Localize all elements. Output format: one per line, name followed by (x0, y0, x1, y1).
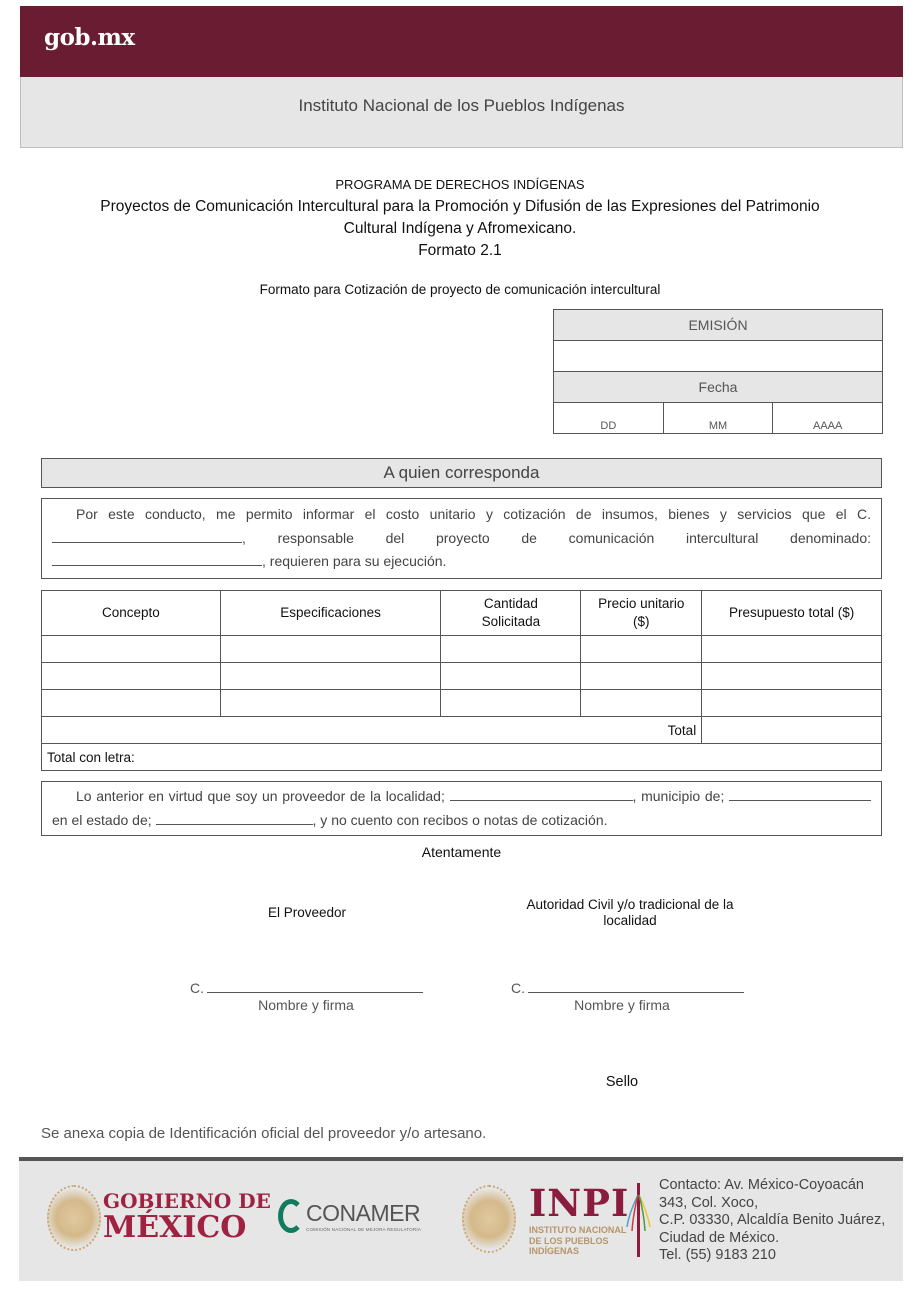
date-fields (554, 403, 882, 433)
total-label: Total (42, 717, 702, 744)
table-row (42, 663, 882, 690)
unit-price-cell[interactable] (581, 663, 702, 690)
total-text-row (42, 744, 882, 771)
provider-statement (41, 781, 882, 836)
provider-signature-blank[interactable] (207, 991, 423, 993)
footer (19, 1157, 903, 1281)
statement-text-3: en el estado de; (52, 811, 152, 828)
total-budget-cell[interactable] (702, 663, 882, 690)
column-header-concept: Concepto (42, 591, 221, 636)
column-header-unit-price: Precio unitario ($) (581, 591, 702, 636)
contact-phone: Tel. (55) 9183 210 (659, 1247, 776, 1263)
project-title-line-1: Proyectos de Comunicación Intercultural para la Promoción y Difusión de las Expresiones del Patrimonio (100, 198, 820, 215)
date-header: Fecha (554, 372, 882, 403)
authority-prefix: C. (511, 980, 525, 996)
concept-cell[interactable] (42, 690, 221, 717)
conamer-logo (278, 1199, 421, 1233)
intro-text-3: , requieren para su ejecución. (262, 553, 447, 569)
salutation-banner: A quien corresponda (41, 458, 882, 488)
table-row (42, 690, 882, 717)
responsible-name-blank[interactable] (52, 528, 242, 543)
authority-signature-title: Autoridad Civil y/o tradicional de la localidad (526, 897, 734, 928)
closing-text: Atentamente (421, 844, 502, 860)
project-title-line-2: Cultural Indígena y Afromexicano. (343, 220, 577, 237)
seal-label: Sello (605, 1074, 639, 1090)
inpi-sub-line-2: DE LOS PUEBLOS (529, 1235, 609, 1246)
specs-cell[interactable] (220, 690, 441, 717)
table-row (42, 636, 882, 663)
locality-blank[interactable] (450, 786, 633, 801)
intro-text-1: Por este conducto, me permito informar el costo unitario y cotización de insumos, bienes y servicios que el C. (76, 506, 871, 522)
authority-signature-blank[interactable] (528, 991, 744, 993)
gob-mx-logo[interactable]: gob.mx (44, 24, 135, 51)
quantity-cell[interactable] (441, 663, 581, 690)
statement-text-4: , y no cuento con recibos o notas de cotización. (312, 811, 608, 828)
concept-cell[interactable] (42, 636, 221, 663)
intro-text-2: , responsable del proyecto de comunicación intercultural denominado: (242, 529, 871, 546)
quantity-cell[interactable] (441, 690, 581, 717)
annex-note: Se anexa copia de Identificación oficial del proveedor y/o artesano. (41, 1125, 487, 1142)
intro-paragraph (41, 498, 882, 579)
total-budget-cell[interactable] (702, 636, 882, 663)
inpi-text: INPI (529, 1181, 630, 1225)
authority-name-label: Nombre y firma (574, 997, 670, 1013)
provider-signature-title: El Proveedor (267, 905, 347, 920)
contact-line: Ciudad de México. (659, 1229, 780, 1246)
total-budget-cell[interactable] (702, 690, 882, 717)
total-value-cell[interactable] (702, 717, 882, 744)
provider-signature-line[interactable] (190, 980, 423, 996)
conamer-subtitle: COMISIÓN NACIONAL DE MEJORA REGULATORIA (306, 1227, 421, 1232)
state-blank[interactable] (156, 810, 313, 825)
statement-text-1: Lo anterior en virtud que soy un proveedor de la localidad; (76, 788, 445, 804)
unit-price-cell[interactable] (581, 690, 702, 717)
inpi-sub-line-3: INDÍGENAS (529, 1246, 580, 1256)
contact-info (659, 1177, 885, 1265)
conamer-mark-icon (278, 1199, 304, 1233)
institution-title: Instituto Nacional de los Pueblos Indígenas (298, 96, 625, 115)
project-name-blank[interactable] (52, 551, 262, 566)
inpi-logo (529, 1181, 629, 1257)
specs-cell[interactable] (220, 636, 441, 663)
quantity-cell[interactable] (441, 636, 581, 663)
emission-field[interactable] (554, 341, 882, 372)
gobierno-de-mexico-logo (103, 1191, 271, 1243)
column-header-total-budget: Presupuesto total ($) (702, 591, 882, 636)
column-header-specs: Especificaciones (220, 591, 441, 636)
quote-table (41, 590, 882, 771)
inpi-sub-line-1: INSTITUTO NACIONAL (529, 1225, 627, 1235)
gob-header-bar (20, 6, 903, 77)
total-row (42, 717, 882, 744)
emission-header: EMISIÓN (554, 310, 882, 341)
program-title: PROGRAMA DE DERECHOS INDÍGENAS (335, 177, 585, 192)
provider-name-label: Nombre y firma (258, 997, 354, 1013)
total-in-words-field[interactable]: Total con letra: (42, 744, 882, 771)
unit-price-cell[interactable] (581, 636, 702, 663)
provider-prefix: C. (190, 980, 204, 996)
form-subtitle: Formato para Cotización de proyecto de comunicación intercultural (259, 282, 661, 297)
municipality-blank[interactable] (729, 786, 871, 801)
gob-logo-line-1: GOBIERNO DE (103, 1189, 271, 1213)
ceremonial-staff-icon (625, 1183, 653, 1257)
concept-cell[interactable] (42, 663, 221, 690)
statement-text-2: , municipio de; (632, 788, 725, 804)
authority-signature-line[interactable] (511, 980, 744, 996)
emission-box (553, 309, 883, 434)
day-field[interactable]: DD (554, 403, 664, 433)
column-header-quantity: Cantidad Solicitada (441, 591, 581, 636)
specs-cell[interactable] (220, 663, 441, 690)
table-header-row (42, 591, 882, 636)
year-field[interactable]: AAAA (813, 420, 843, 432)
month-field[interactable]: MM (664, 403, 774, 433)
conamer-text: CONAMER (306, 1200, 421, 1226)
gob-logo-line-2: MÉXICO (103, 1210, 247, 1245)
project-title (60, 196, 860, 240)
contact-line: Contacto: Av. México-Coyoacán (659, 1177, 864, 1193)
contact-line: C.P. 03330, Alcaldía Benito Juárez, (659, 1212, 886, 1228)
contact-line: 343, Col. Xoco, (659, 1194, 759, 1211)
mexico-coat-of-arms-icon (462, 1185, 516, 1253)
mexico-coat-of-arms-icon (47, 1185, 101, 1251)
format-number: Formato 2.1 (418, 242, 502, 259)
